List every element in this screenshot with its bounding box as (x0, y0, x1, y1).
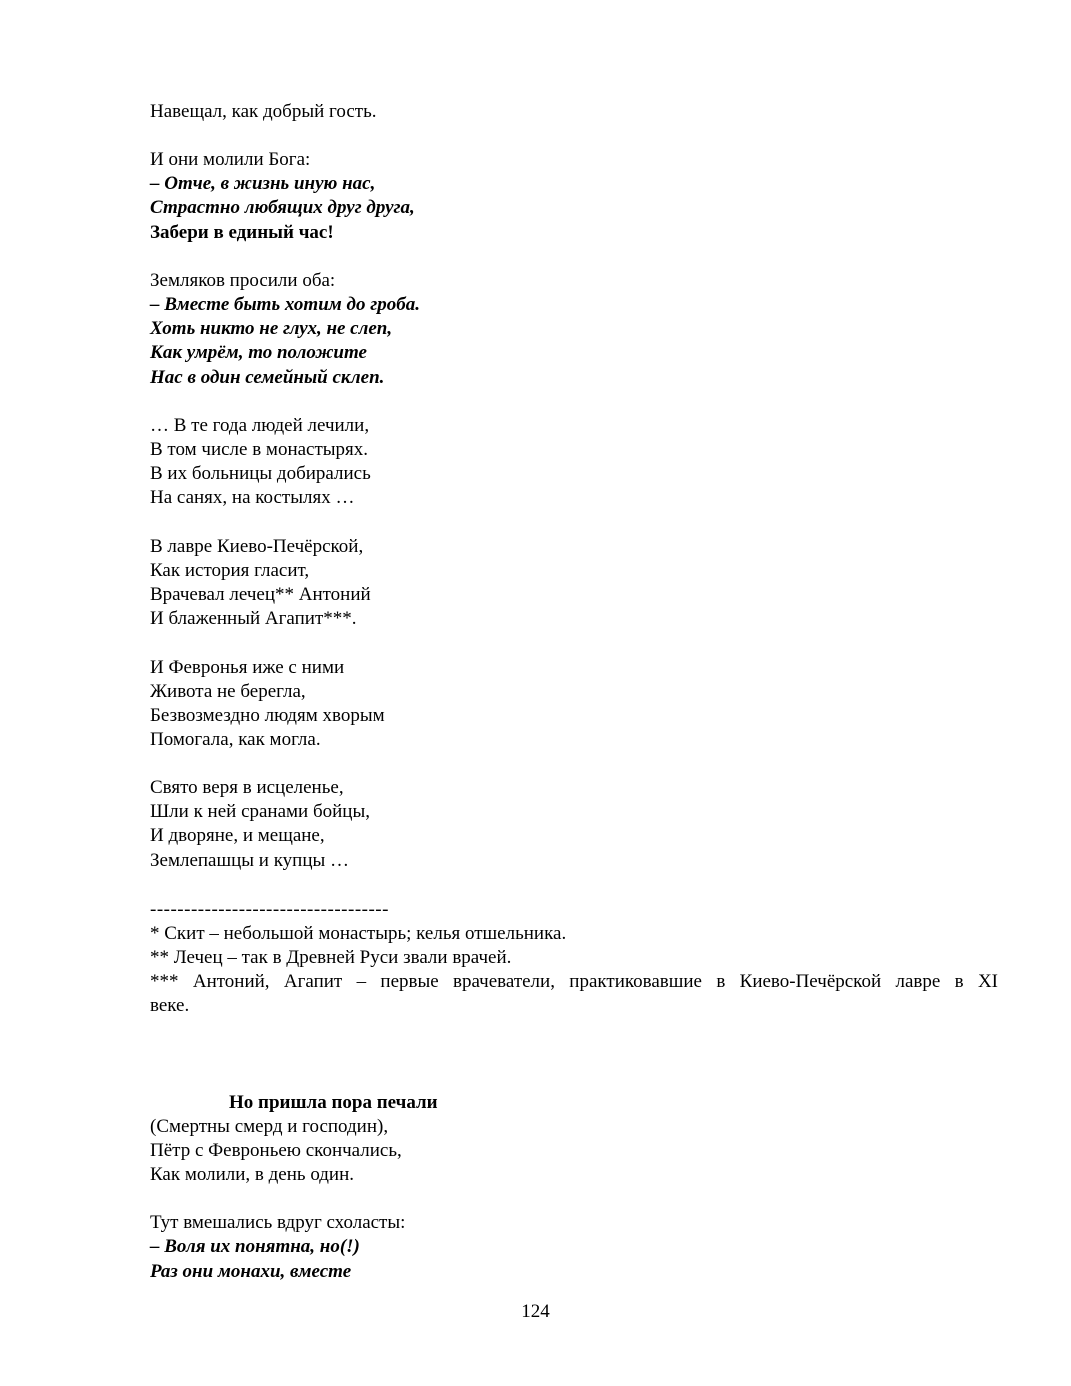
footnote: ** Лечец – так в Древней Руси звали врачей. (150, 947, 512, 968)
footnote-separator: ----------------------------------- (150, 899, 389, 920)
poem-line: В их больницы добирались (150, 463, 371, 484)
poem-line: Пётр с Февроньею скончались, (150, 1140, 402, 1161)
poem-line: Свято веря в исцеленье, (150, 777, 344, 798)
poem-line: Навещал, как добрый гость. (150, 101, 377, 122)
poem-line: И они молили Бога: (150, 149, 311, 170)
poem-line: Безвозмездно людям хворым (150, 705, 385, 726)
poem-line: На санях, на костылях … (150, 487, 355, 508)
poem-line: Помогала, как могла. (150, 729, 321, 750)
poem-line: Врачевал лечец** Антоний (150, 584, 371, 605)
poem-line-emphasis: Как умрём, то положите (150, 342, 367, 363)
page-number: 124 (521, 1301, 550, 1322)
poem-line-emphasis: Нас в один семейный склеп. (150, 367, 385, 388)
poem-line: В том числе в монастырях. (150, 439, 369, 460)
poem-line: И Февронья иже с ними (150, 657, 345, 678)
poem-line: В лавре Киево-Печёрской, (150, 536, 364, 557)
section-title: Но пришла пора печали (229, 1092, 438, 1113)
poem-line: (Смертны смерд и господин), (150, 1116, 389, 1137)
poem-line-emphasis: – Отче, в жизнь иную нас, (150, 173, 376, 194)
poem-line-emphasis: – Воля их понятна, но(!) (150, 1236, 360, 1257)
poem-line-emphasis: Страстно любящих друг друга, (150, 197, 415, 218)
poem-line-bold: Забери в единый час! (150, 222, 334, 243)
poem-line: Как история гласит, (150, 560, 310, 581)
poem-line: Тут вмешались вдруг схоласты: (150, 1212, 406, 1233)
footnote-continuation: веке. (150, 995, 190, 1016)
footnote: * Скит – небольшой монастырь; келья отшельника. (150, 923, 567, 944)
poem-line: И блаженный Агапит***. (150, 608, 357, 629)
footnote: *** Антоний, Агапит – первые врачеватели, практиковавшие в Киево-Печёрской лавре в XI (150, 971, 998, 992)
poem-line: Как молили, в день один. (150, 1164, 355, 1185)
poem-line: Шли к ней сранами бойцы, (150, 801, 370, 822)
poem-line-emphasis: – Вместе быть хотим до гроба. (150, 294, 420, 315)
poem-line: … В те года людей лечили, (150, 415, 370, 436)
poem-line-emphasis: Раз они монахи, вместе (150, 1261, 352, 1282)
poem-line: Живота не берегла, (150, 681, 306, 702)
poem-line: Земляков просили оба: (150, 270, 336, 291)
poem-line-emphasis: Хоть никто не глух, не слеп, (150, 318, 393, 339)
poem-line: И дворяне, и мещане, (150, 825, 325, 846)
poem-line: Землепашцы и купцы … (150, 850, 350, 871)
